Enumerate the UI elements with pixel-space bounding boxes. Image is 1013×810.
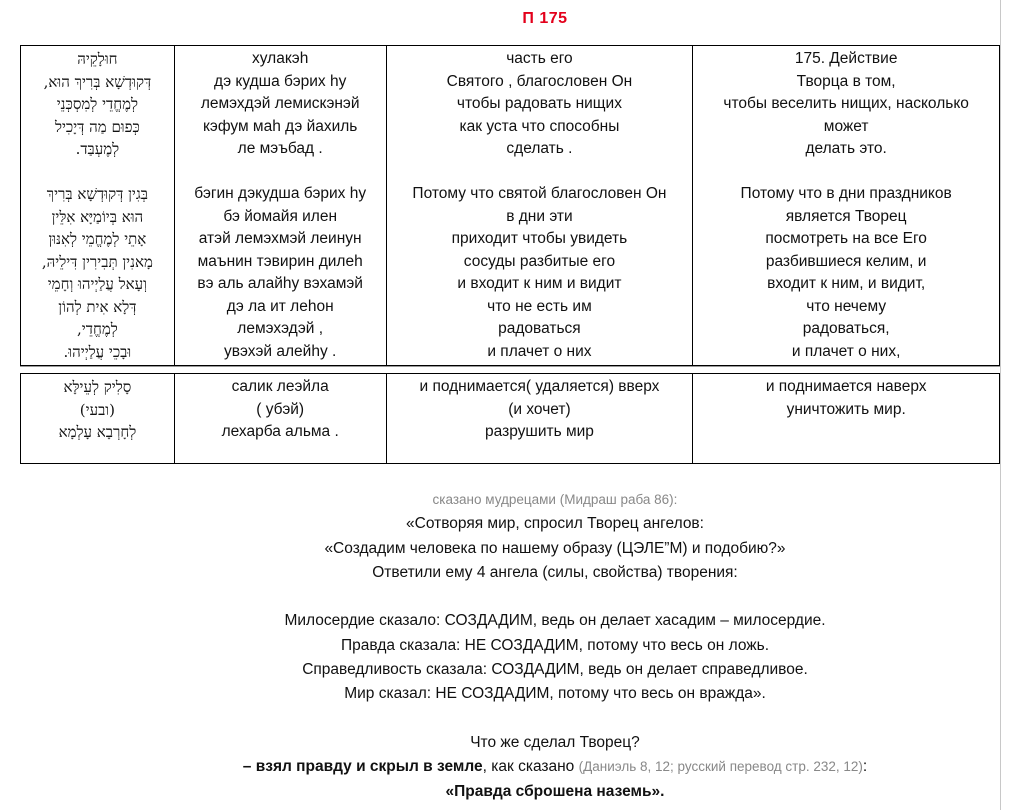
page-title: П 175 <box>522 10 568 27</box>
cell-line: מָאנִין תְּבִירִין דִּילֵיהּ, <box>41 252 153 271</box>
cell-line: דְּלָא אִית לְהוֹן <box>58 297 137 316</box>
cell-line: лехарба альма . <box>221 423 339 440</box>
cell-line: כְּפוּם מַה דְּיָכִיל <box>54 117 140 136</box>
text-line: Мир сказал: НЕ СОЗДАДИМ, потому что весь он вражда». <box>344 685 766 703</box>
text-line <box>20 755 1013 779</box>
cell-line: (и хочет) <box>508 400 571 418</box>
cell-line: в дни эти <box>506 207 573 225</box>
cell-line: בְּגִין דְּקוּדְשָׁא בְּרִיךְ <box>46 185 149 203</box>
cell-line <box>179 161 382 184</box>
cell-line <box>697 161 995 184</box>
cell-line: что не есть им <box>487 297 592 315</box>
transliteration-cell <box>174 374 386 464</box>
translation-cell <box>693 46 1000 366</box>
cell-line: и плачет о них <box>487 342 592 360</box>
text-line: Справедливость сказала: СОЗДАДИМ, ведь он делает справедливое. <box>302 661 808 679</box>
cell-line: атэй лемэхмэй леинун <box>198 230 362 247</box>
cell-line: входит к ним, и видит, <box>767 275 926 292</box>
text-line: Ответили ему 4 ангела (силы, свойства) творения: <box>372 563 738 581</box>
text-line: «Создадим человека по нашему образу (ЦЭЛЕ”М) и подобию?» <box>324 539 786 557</box>
cell-line: уничтожить мир. <box>786 400 906 418</box>
cell-line: сосуды разбитые его <box>463 252 616 270</box>
cell-line: хулакэh <box>252 50 309 67</box>
text-line: Правда сказала: НЕ СОЗДАДИМ, потому что весь он ложь. <box>340 636 770 654</box>
translation-cell <box>693 374 1000 464</box>
cell-line: Потому что в дни праздников <box>740 185 952 202</box>
cell-line: салик леэйла <box>231 378 329 395</box>
cell-line: (ובעי) <box>79 400 115 419</box>
cell-line: וּבָכֵי עֲלַיְיהוּ. <box>63 342 132 361</box>
cell-line: Святого , благословен Он <box>446 72 633 90</box>
page-edge <box>1000 0 1001 810</box>
literal-translation-cell <box>386 46 693 366</box>
cell-line: дэ ла ит леhон <box>226 297 334 315</box>
transliteration-cell <box>174 46 386 366</box>
cell-line: и поднимается( удаляется) вверх <box>419 378 660 395</box>
cell-line <box>25 161 170 184</box>
table-row <box>21 374 1000 464</box>
text-line: Милосердие сказало: СОЗДАДИМ, ведь он делает хасадим – милосердие. <box>284 612 826 630</box>
text-fragment: : <box>862 758 868 776</box>
cell-line: что нечему <box>806 297 887 315</box>
cell-line: ( убэй) <box>256 400 305 418</box>
quote-line: «Правда сброшена наземь». <box>445 782 665 800</box>
cell-line: посмотреть на все Его <box>765 230 927 247</box>
literal-translation-cell <box>386 374 693 464</box>
scripture-reference: (Даниэль 8, 12; русский перевод стр. 232, 12) <box>578 759 863 775</box>
cell-line: часть его <box>506 50 573 67</box>
cell-line: является Творец <box>785 207 907 225</box>
cell-line: 175. Действие <box>794 50 898 67</box>
translation-table-1 <box>20 45 1000 366</box>
cell-line: אָתֵי לְמֶחֱמֵי לְאִנּוּן <box>48 230 147 248</box>
commentary-text <box>20 488 1013 804</box>
cell-line: чтобы веселить нищих, насколько <box>723 95 969 112</box>
cell-line: סָלִיק לְעֵילָּא <box>63 378 132 396</box>
cell-line: Творца в том, <box>796 72 896 90</box>
cell-line: кэфум маh дэ йахиль <box>202 117 358 135</box>
cell-line: разрушить мир <box>485 423 594 440</box>
cell-line: לְמֶעְבַּד. <box>75 140 120 158</box>
source-note: сказано мудрецами (Мидраш раба 86): <box>432 492 678 507</box>
cell-line: радоваться <box>498 320 581 337</box>
bold-phrase: – взял правду и скрыл в земле <box>242 758 483 776</box>
cell-line: Потому что святой благословен Он <box>412 185 667 202</box>
table-row <box>21 46 1000 366</box>
cell-line: לְחָרְבָא עָלְמָא <box>58 423 137 441</box>
cell-line: и входит к ним и видит <box>457 275 622 292</box>
cell-line: לְמֶחֱדֵי, <box>77 320 118 338</box>
cell-line: бэгин дэкудша бэрих hу <box>194 185 367 202</box>
cell-line: может <box>823 117 869 135</box>
text-line: «Сотворяя мир, спросил Творец ангелов: <box>406 515 704 533</box>
cell-line: חוּלָקֵיהּ <box>77 50 118 68</box>
cell-line: лемэхдэй лемискэнэй <box>200 95 360 112</box>
cell-line: и плачет о них, <box>791 342 901 360</box>
cell-line: сделать . <box>506 140 573 157</box>
cell-line: הוּא בְּיוֹמַיָּא אִלֵּין <box>51 207 144 226</box>
section-divider <box>20 366 1000 367</box>
cell-line: приходит чтобы увидеть <box>451 230 628 247</box>
cell-line: разбившиеся келим, и <box>765 252 927 270</box>
cell-line: делать это. <box>805 140 887 157</box>
cell-line: דְּקוּדְשָׁא בְּרִיךְ הוּא, <box>43 72 152 91</box>
cell-line: וְעָאל עֲלַיְיהוּ וְחָמֵי <box>47 275 148 293</box>
cell-line: радоваться, <box>802 320 890 337</box>
cell-line <box>391 161 689 184</box>
text-line: Что же сделал Творец? <box>470 733 640 751</box>
cell-line: чтобы радовать нищих <box>456 95 622 112</box>
cell-line: ле мэъбад . <box>237 140 323 157</box>
cell-line: бэ йомайя илен <box>223 207 338 225</box>
cell-line: маънин тэвирин дилеh <box>197 252 363 270</box>
hebrew-cell <box>21 374 175 464</box>
cell-line: как уста что способны <box>459 117 620 135</box>
cell-line: лемэхэдэй , <box>237 320 324 337</box>
cell-line: לְמֶחֱדֵי לְמִסְכְּנֵי <box>56 95 139 113</box>
cell-line: увэхэй алейhу . <box>224 342 337 360</box>
cell-line: и поднимается наверх <box>765 378 927 395</box>
cell-line: вэ аль алайhу вэхамэй <box>197 275 363 292</box>
text-fragment: , как сказано <box>482 758 579 776</box>
cell-line: дэ кудша бэрих hу <box>214 72 347 90</box>
translation-table-2 <box>20 373 1000 464</box>
hebrew-cell <box>21 46 175 366</box>
